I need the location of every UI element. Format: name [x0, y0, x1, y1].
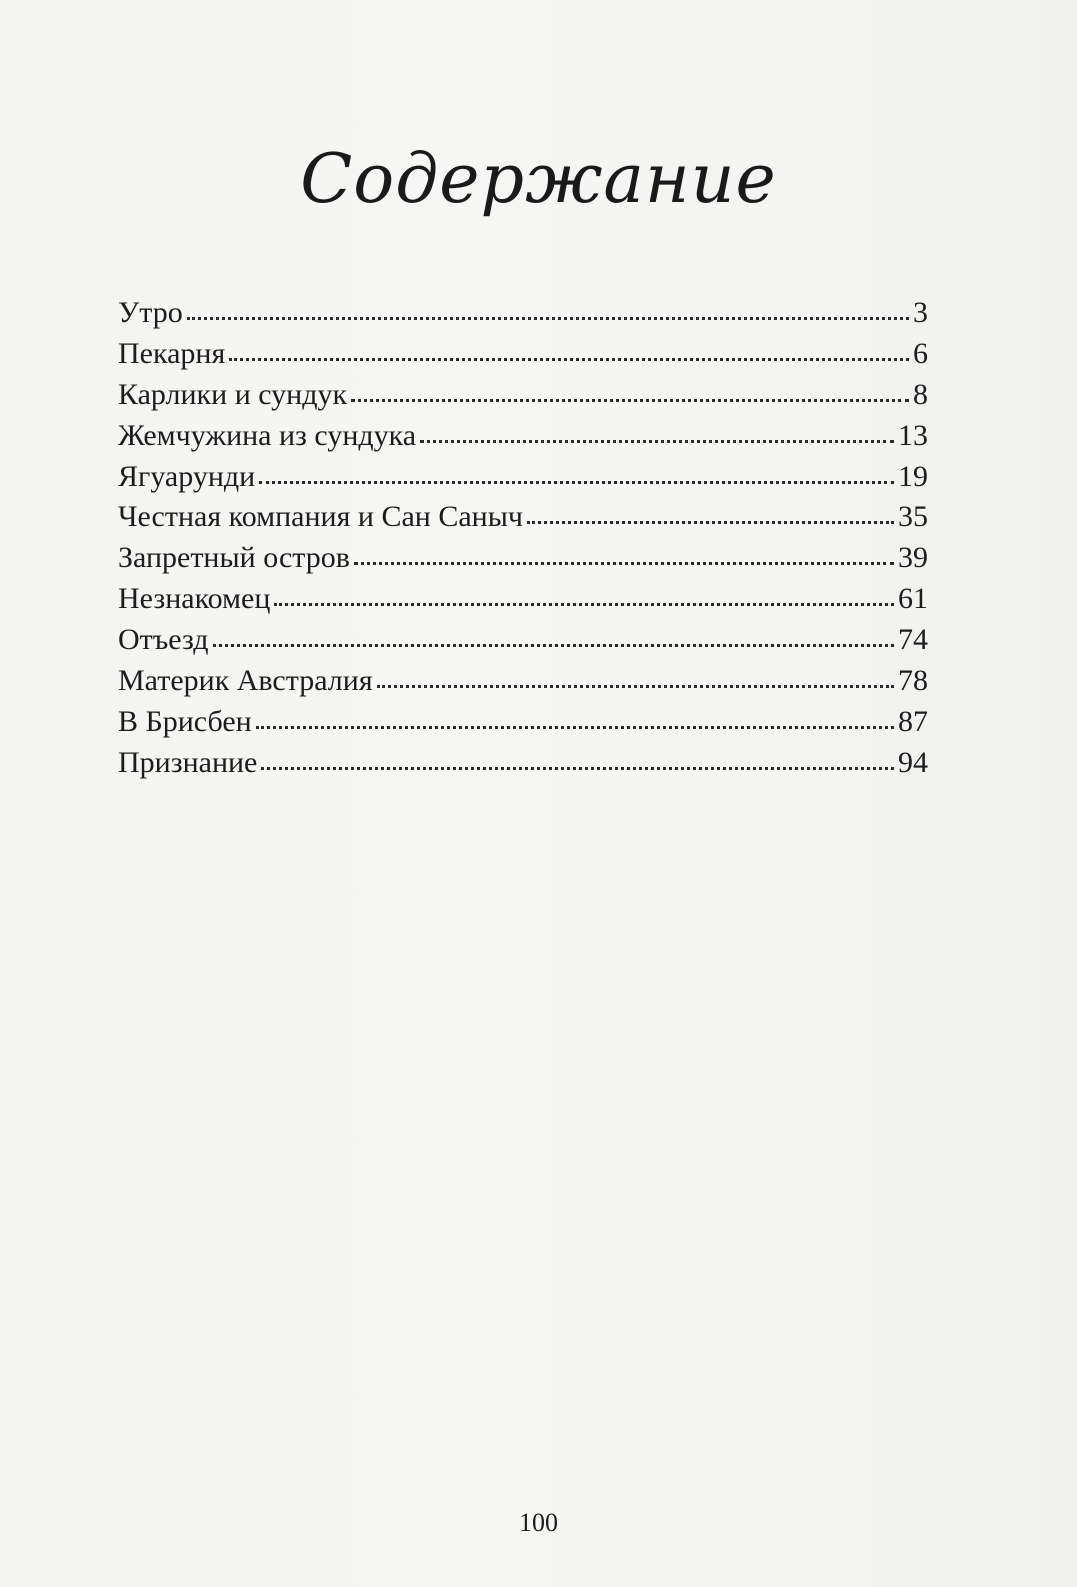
toc-entry [118, 661, 928, 702]
toc-entry [118, 457, 928, 498]
dot-leader [213, 638, 894, 647]
toc-entry-title: Ягуарунди [118, 459, 256, 493]
toc-entry-title: Честная компания и Сан Саныч [118, 500, 523, 534]
toc-entry [118, 334, 928, 375]
toc-entry-page: 19 [898, 459, 928, 493]
toc-entry-page: 94 [898, 745, 928, 779]
toc-entry-title: Незнакомец [118, 582, 271, 616]
toc-entry-page: 74 [898, 623, 928, 657]
toc-entry-page: 6 [913, 336, 928, 370]
table-of-contents [118, 293, 928, 784]
toc-entry [118, 743, 928, 784]
toc-entry-title: Отъезд [118, 623, 209, 657]
toc-entry-page: 3 [913, 296, 928, 329]
dot-leader [527, 515, 894, 524]
dot-leader [187, 311, 909, 320]
dot-leader [274, 597, 894, 606]
toc-entry-page: 39 [898, 541, 928, 575]
toc-entry-title: Материк Австралия [118, 664, 373, 698]
toc-entry [118, 497, 928, 538]
dot-leader [256, 720, 894, 729]
dot-leader [259, 475, 894, 484]
toc-entry [118, 293, 928, 334]
dot-leader [354, 556, 894, 565]
dot-leader [229, 352, 909, 361]
toc-entry-page: 35 [898, 500, 928, 534]
dot-leader [351, 393, 909, 402]
toc-entry-page: 87 [898, 704, 928, 738]
toc-entry-title: Признание [118, 745, 258, 779]
page-title: Содержание [300, 140, 777, 219]
toc-entry [118, 702, 928, 743]
toc-entry-title: В Брисбен [118, 704, 252, 738]
toc-entry-page: 78 [898, 664, 928, 698]
toc-entry [118, 620, 928, 661]
toc-entry-page: 8 [913, 377, 928, 411]
toc-entry [118, 416, 928, 457]
toc-entry-page: 61 [898, 582, 928, 616]
toc-entry-title: Запретный остров [118, 541, 350, 575]
toc-entry [118, 375, 928, 416]
dot-leader [420, 434, 894, 443]
toc-entry-title: Жемчужина из сундука [118, 418, 417, 452]
dot-leader [261, 761, 894, 770]
toc-entry-title: Утро [118, 296, 183, 329]
toc-entry-page: 13 [898, 418, 928, 452]
toc-entry [118, 579, 928, 620]
dot-leader [377, 679, 894, 688]
toc-entry-title: Пекарня [118, 336, 226, 370]
toc-entry-title: Карлики и сундук [118, 377, 348, 411]
page-number: 100 [519, 1508, 558, 1537]
toc-entry [118, 538, 928, 579]
